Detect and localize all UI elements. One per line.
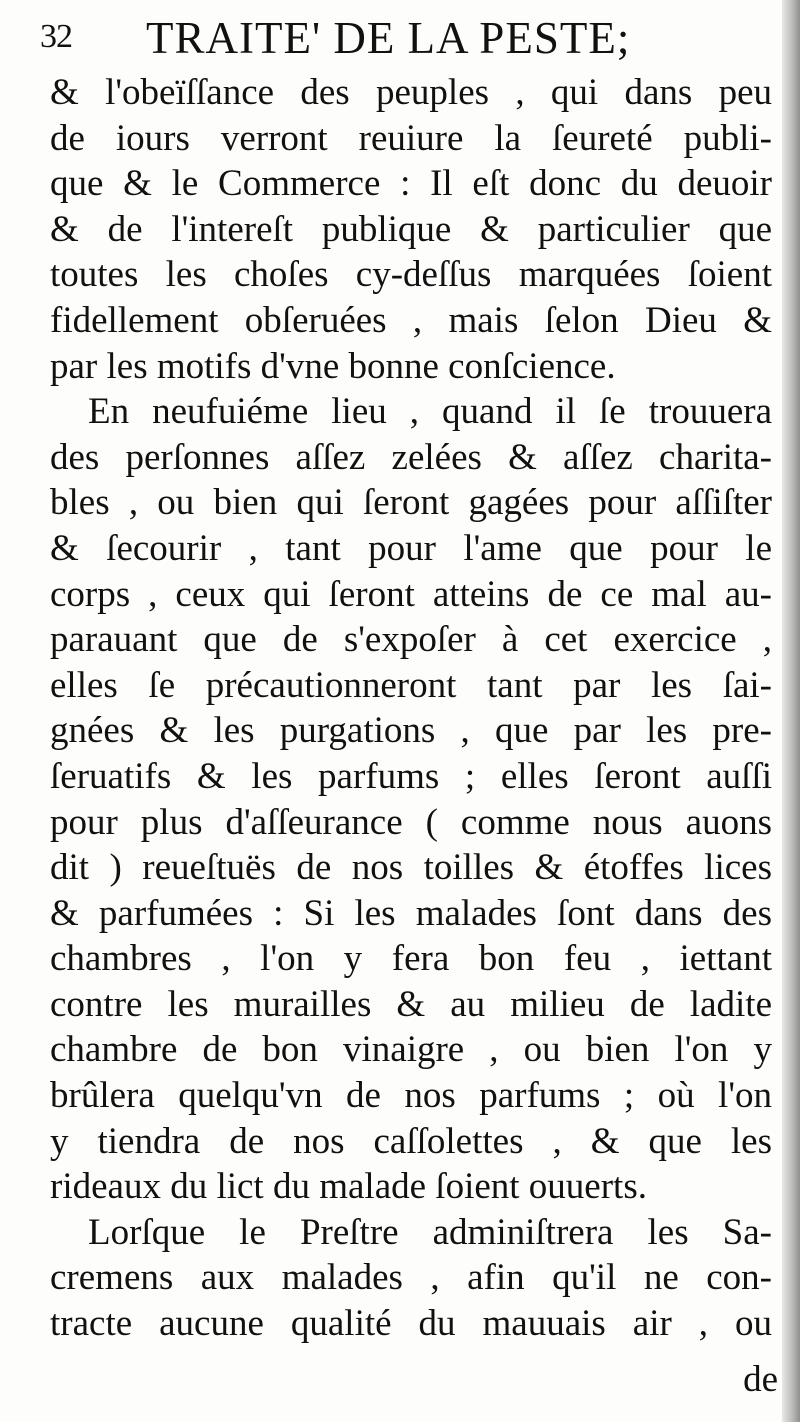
page-number: 32 [40,18,72,55]
text-line: chambres , l'on y fera bon feu , iettant [50,938,772,980]
text-line: corps , ceux qui ſeront atteins de ce mal au- [50,573,772,615]
text-line: de iours verront reuiure la ſeureté publi- [50,117,772,159]
text-line: gnées & les purgations , que par les pre- [50,710,772,752]
text-line: fidellement obſeruées , mais ſelon Dieu & [50,299,772,341]
text-line: Lorſque le Preſtre adminiſtrera les Sa- [88,1211,772,1253]
text-line: rideaux du lict du malade ſoient ouuerts. [50,1166,647,1208]
page-edge-shadow [782,0,800,1422]
text-line: toutes les choſes cy-deſſus marquées ſoient [50,254,772,296]
text-line: ſeruatifs & les parfums ; elles ſeront auſſi [50,755,772,797]
page-header [40,12,780,68]
text-line: pour plus d'aſſeurance ( comme nous auons [50,801,772,843]
text-line: y tiendra de nos caſſolettes , & que les [50,1120,772,1162]
text-line: par les motifs d'vne bonne conſcience. [50,345,616,387]
body-text [50,70,772,1347]
text-line: bles , ou bien qui ſeront gagées pour aſſiſter [50,482,772,524]
text-line: brûlera quelqu'vn de nos parfums ; où l'on [50,1075,772,1117]
text-line: parauant que de s'expoſer à cet exercice , [50,619,772,661]
text-line: que & le Commerce : Il eſt donc du deuoir [50,163,772,205]
text-line: & parfumées : Si les malades ſont dans des [50,892,772,934]
text-line: contre les murailles & au milieu de ladite [50,983,772,1025]
catchword: de [743,1359,778,1400]
text-line: cremens aux malades , afin qu'il ne con- [50,1257,772,1299]
text-line: chambre de bon vinaigre , ou bien l'on y [50,1029,772,1071]
running-title: TRAITE' DE LA PESTE; [146,13,631,63]
text-line: tracte aucune qualité du mauuais air , ou [50,1303,772,1345]
text-line: elles ſe précautionneront tant par les ſai- [50,664,772,706]
text-line: des perſonnes aſſez zelées & aſſez charita- [50,436,772,478]
text-line: & ſecourir , tant pour l'ame que pour le [50,527,772,569]
text-line: dit ) reueſtuës de nos toilles & étoffes lices [50,847,772,889]
text-line: & l'obeïſſance des peuples , qui dans peu [50,72,772,113]
text-line: En neufuiéme lieu , quand il ſe trouuera [88,391,772,433]
text-line: & de l'intereſt publique & particulier que [50,208,772,250]
